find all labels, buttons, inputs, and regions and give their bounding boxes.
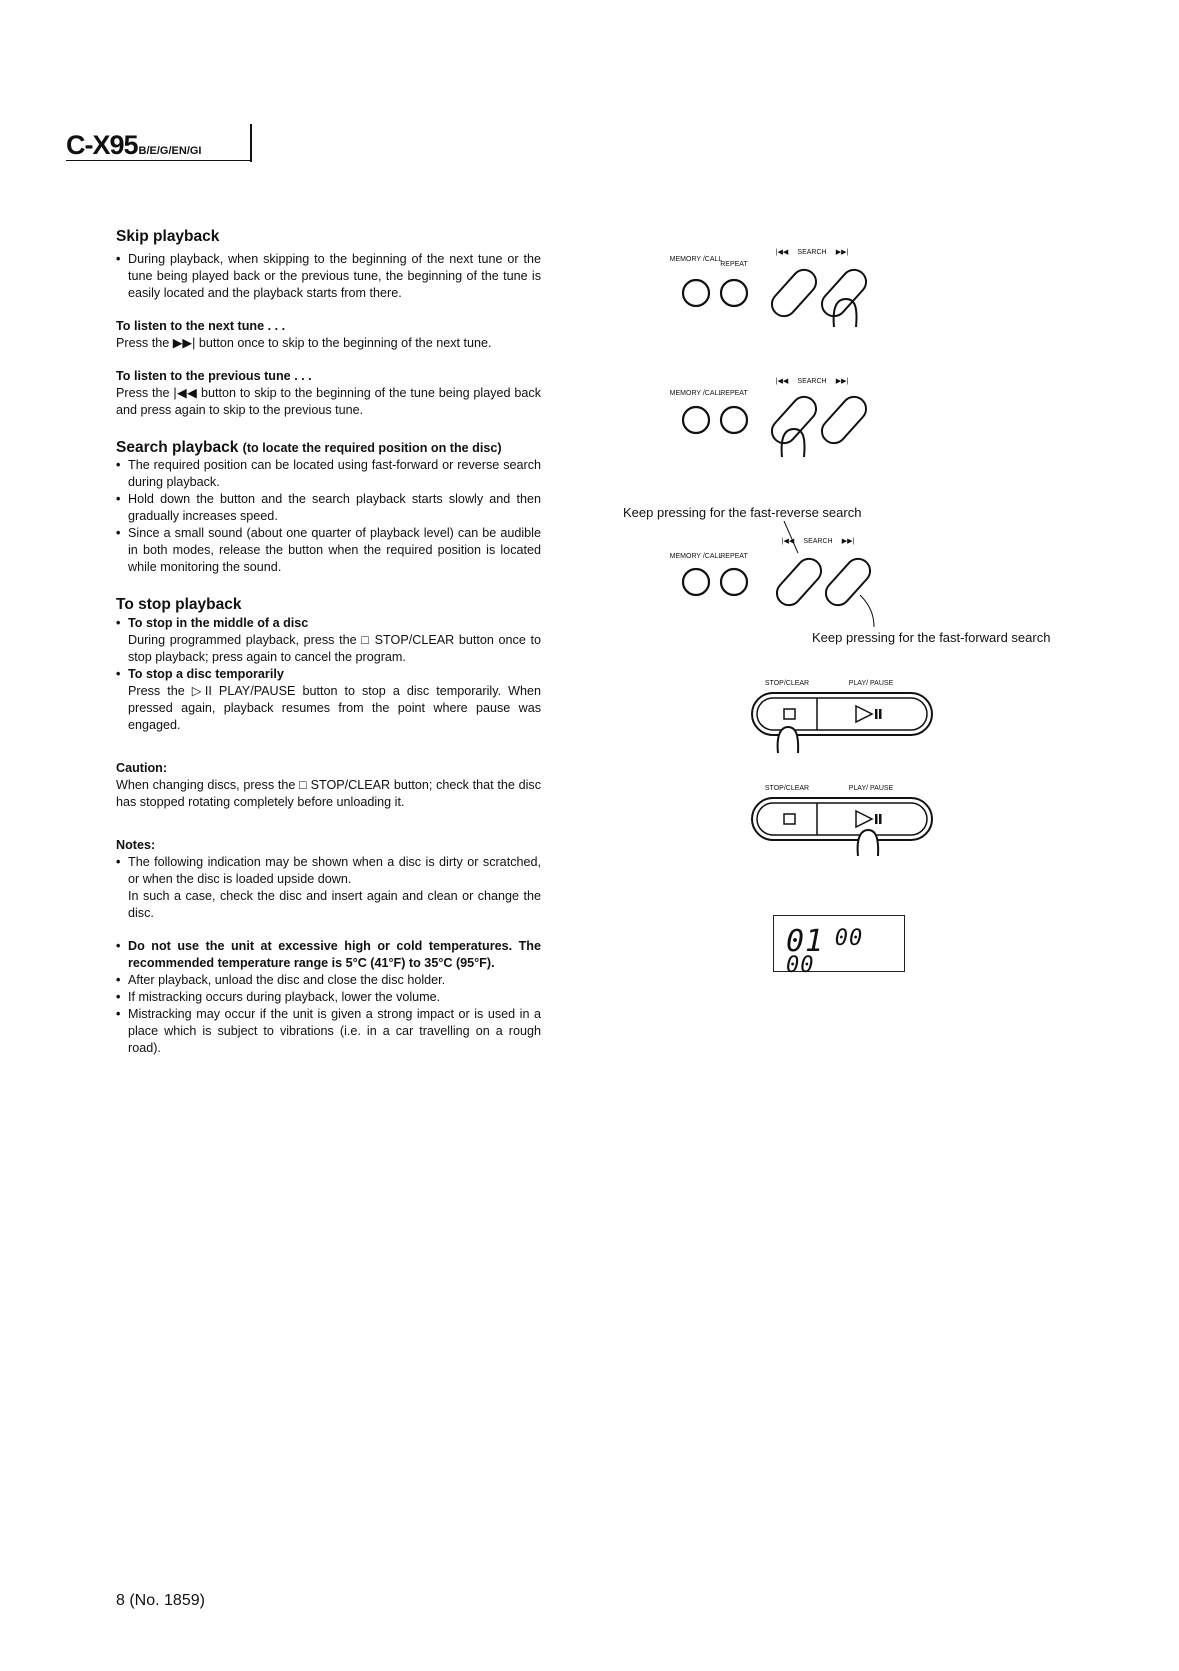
repeat-button <box>721 569 747 595</box>
memory-label: MEMORY /CALL <box>669 390 723 397</box>
page-number: 8 (No. 1859) <box>116 1592 205 1609</box>
search-reverse-button <box>767 265 821 321</box>
memory-label: MEMORY /CALL <box>669 256 723 263</box>
play-pause-figure <box>752 785 932 856</box>
search-label: SEARCH <box>797 249 827 256</box>
note-item: • Mistracking may occur if the unit is given a strong impact or is used in a place which is subject to vibrations (i.e. in a car travelling on a rough road). <box>116 1006 541 1057</box>
caution-text: When changing discs, press the □ STOP/CLEAR button; check that the disc has stopped rotating completely before unloading it. <box>116 778 541 809</box>
search-forward-button <box>817 392 871 448</box>
stop-icon <box>784 709 795 719</box>
note-item: • After playback, unload the disc and close the disc holder. <box>116 972 541 989</box>
repeat-label: REPEAT <box>720 553 748 560</box>
skip-section <box>116 228 541 419</box>
button-illustrations <box>620 235 1160 995</box>
rewind-symbol: |◀◀ <box>775 249 789 256</box>
rewind-symbol: |◀◀ <box>781 538 795 545</box>
memory-label: MEMORY /CALL <box>669 553 723 560</box>
fast-forward-caption: Keep pressing for the fast-forward search <box>812 630 1051 645</box>
search-forward-button <box>821 554 875 610</box>
repeat-label: REPEAT <box>720 390 748 397</box>
skip-forward-figure <box>670 249 871 327</box>
forward-symbol: ▶▶| <box>835 249 849 256</box>
repeat-button <box>721 407 747 433</box>
stop-clear-label: STOP/CLEAR <box>764 785 810 792</box>
skip-bullet: • During playback, when skipping to the beginning of the next tune or the tune being played back or the previous tune, the beginning of the tune is easily located and the playback starts from there. <box>116 251 541 302</box>
transport-panel-inner <box>757 698 927 730</box>
stop-title: To stop playback <box>116 596 242 613</box>
play-pause-icon <box>856 706 882 722</box>
caution-section <box>116 760 541 811</box>
prev-tune-heading: To listen to the previous tune . . . <box>116 369 312 383</box>
header-rule-horizontal <box>66 160 252 161</box>
search-figure <box>670 538 875 627</box>
stop-clear-label: STOP/CLEAR <box>764 680 810 687</box>
stop-temp-heading: • To stop a disc temporarily <box>116 666 541 683</box>
model-variants: B/E/G/EN/GI <box>138 145 202 157</box>
stop-middle-text: During programmed playback, press the □ STOP/CLEAR button once to stop playback; press again to cancel the program. <box>128 633 541 664</box>
header-rule-vertical <box>250 124 252 162</box>
stop-icon <box>784 814 795 824</box>
search-section <box>116 439 541 576</box>
notes-section <box>116 837 541 1057</box>
stop-temp-text: Press the ▷II PLAY/PAUSE button to stop a disc temporarily. When pressed again, playback resumes from the point where pause was engaged. <box>128 684 541 732</box>
lcd-readout <box>786 924 904 984</box>
stop-section <box>116 596 541 734</box>
notes-heading: Notes: <box>116 838 156 852</box>
memory-call-button <box>683 569 709 595</box>
search-subtitle: (to locate the required position on the disc) <box>242 441 502 455</box>
skip-reverse-figure <box>670 378 871 457</box>
forward-symbol: ▶▶| <box>841 538 855 545</box>
search-label: SEARCH <box>803 538 833 545</box>
stop-clear-figure <box>752 680 932 753</box>
search-forward-button <box>817 265 871 321</box>
search-title: Search playback (to locate the required position on the disc) <box>116 439 502 456</box>
caution-heading: Caution: <box>116 761 168 775</box>
fast-reverse-caption: Keep pressing for the fast-reverse search <box>623 505 862 520</box>
instructions-column <box>116 228 541 1077</box>
finger-icon <box>858 830 879 856</box>
play-pause-icon <box>856 811 882 827</box>
search-bullet: • Hold down the button and the search playback starts slowly and then gradually increases speed. <box>116 491 541 525</box>
next-tune-heading: To listen to the next tune . . . <box>116 319 286 333</box>
forward-symbol: ▶▶| <box>835 378 849 385</box>
stop-middle-heading: • To stop in the middle of a disc <box>116 615 541 632</box>
callout-line <box>781 521 798 553</box>
lcd-time: 00 00 <box>786 926 864 978</box>
note-item: • If mistracking occurs during playback, lower the volume. <box>116 989 541 1006</box>
temperature-warning: • Do not use the unit at excessive high or cold temperatures. The recommended temperature range is 5°C (41°F) to 35°C (95°F). <box>116 938 541 972</box>
lcd-track: 01 <box>786 924 825 959</box>
repeat-button <box>721 280 747 306</box>
repeat-label: REPEAT <box>720 261 748 268</box>
memory-call-button <box>683 280 709 306</box>
model-title: C-X95B/E/G/EN/GI <box>66 130 202 160</box>
note-item: • The following indication may be shown when a disc is dirty or scratched, or when the disc is loaded upside down. <box>116 854 541 888</box>
next-tune-text: Press the ▶▶| button once to skip to the beginning of the next tune. <box>116 336 492 350</box>
prev-tune-text: Press the |◀◀ button to skip to the beginning of the tune being played back and press again to skip to the previous tune. <box>116 386 541 417</box>
transport-panel <box>752 693 932 735</box>
search-label: SEARCH <box>797 378 827 385</box>
skip-title: Skip playback <box>116 228 220 245</box>
play-pause-label: PLAY/ PAUSE <box>848 680 894 687</box>
search-bullet: • The required position can be located using fast-forward or reverse search during playback. <box>116 457 541 491</box>
rewind-symbol: |◀◀ <box>775 378 789 385</box>
lcd-display <box>773 915 905 978</box>
finger-icon <box>834 299 857 327</box>
note-item-continued: In such a case, check the disc and insert again and clean or change the disc. <box>128 889 541 920</box>
finger-icon <box>778 727 799 753</box>
search-bullet: • Since a small sound (about one quarter of playback level) can be audible in both modes, release the button when the required position is located while monitoring the sound. <box>116 525 541 576</box>
transport-panel-inner <box>757 803 927 835</box>
play-pause-label: PLAY/ PAUSE <box>848 785 894 792</box>
transport-panel <box>752 798 932 840</box>
callout-line <box>860 595 874 627</box>
memory-call-button <box>683 407 709 433</box>
search-reverse-button <box>772 554 826 610</box>
search-reverse-button <box>767 392 821 448</box>
